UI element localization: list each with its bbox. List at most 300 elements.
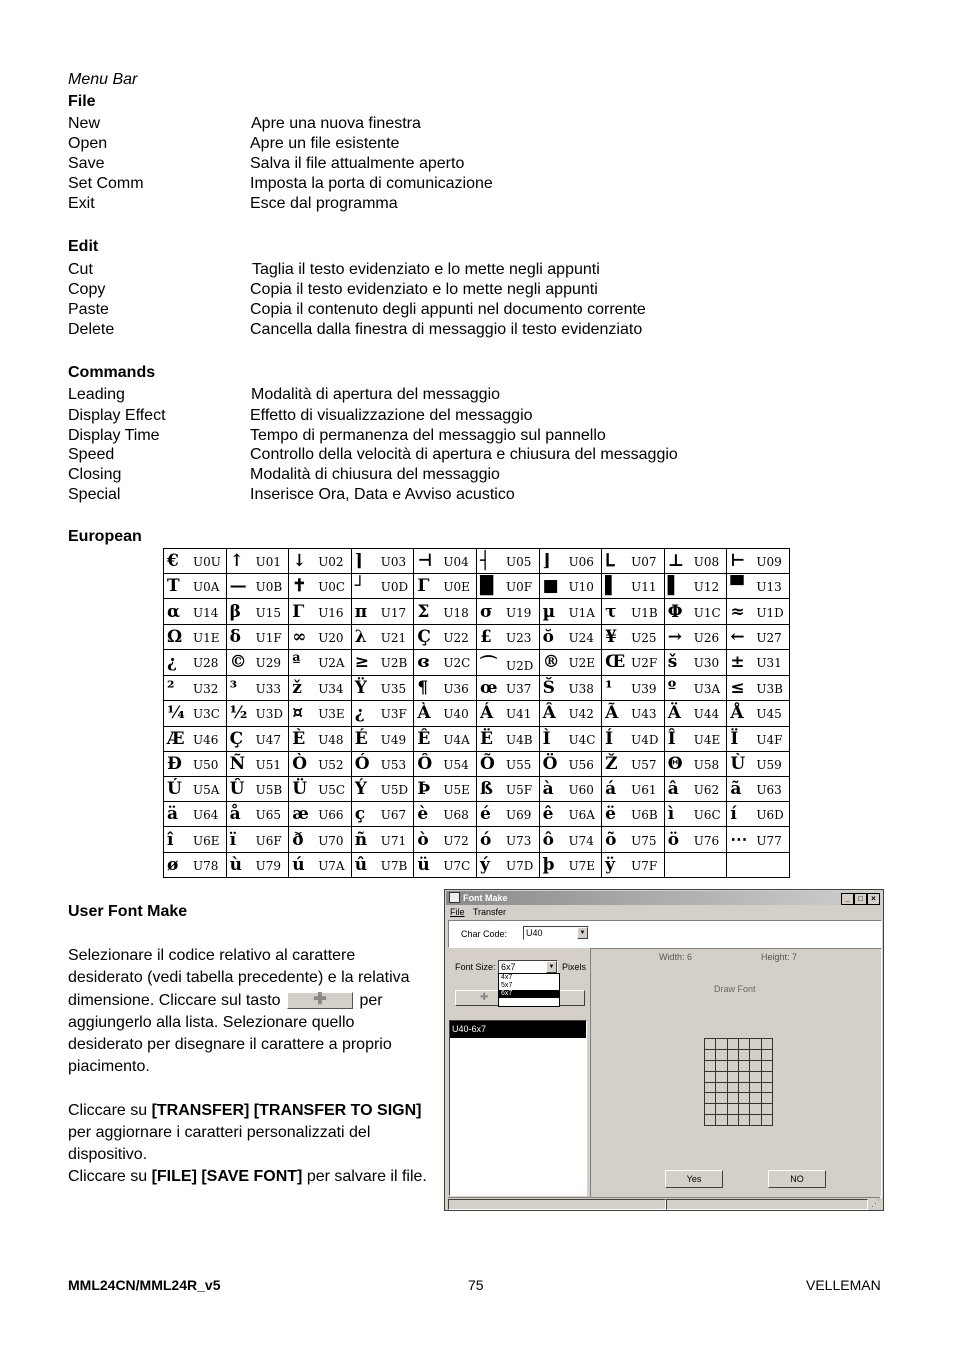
char-code: U55 xyxy=(505,757,532,772)
char-glyph: ² xyxy=(167,678,175,699)
char-glyph: ù xyxy=(229,854,242,875)
char-cell xyxy=(539,599,602,624)
char-cell xyxy=(476,802,539,827)
font-list[interactable] xyxy=(449,1020,587,1196)
char-code: U11 xyxy=(631,580,657,595)
file-heading: File xyxy=(68,93,96,110)
char-cell xyxy=(414,676,477,701)
char-glyph: Û xyxy=(229,779,245,800)
char-code: U7A xyxy=(318,858,345,873)
char-code: U07 xyxy=(631,555,657,570)
char-glyph: µ xyxy=(542,601,556,622)
grid-line xyxy=(704,1038,772,1039)
minimize-button[interactable]: _ xyxy=(841,893,854,905)
char-cell xyxy=(351,624,414,649)
char-cell xyxy=(539,751,602,776)
char-glyph: ɞ xyxy=(417,652,430,673)
grid-line xyxy=(704,1082,772,1083)
char-cell xyxy=(351,726,414,751)
char-cell xyxy=(727,624,790,649)
char-code: U65 xyxy=(255,808,281,823)
status-pane xyxy=(448,1199,666,1210)
char-cell xyxy=(289,726,352,751)
char-cell xyxy=(414,549,477,574)
char-cell xyxy=(727,549,790,574)
char-cell xyxy=(476,574,539,599)
char-cell xyxy=(351,549,414,574)
char-cell xyxy=(351,827,414,852)
char-glyph: ñ xyxy=(354,829,368,850)
file-desc: Apre una nuova finestra xyxy=(251,115,421,132)
char-glyph: © xyxy=(229,652,247,673)
char-code: U0E xyxy=(443,580,470,595)
char-cell xyxy=(664,624,727,649)
char-table-row xyxy=(164,574,790,599)
char-cell xyxy=(289,852,352,877)
chevron-down-icon[interactable]: ▼ xyxy=(546,961,557,973)
char-cell xyxy=(539,827,602,852)
char-code: U4E xyxy=(693,732,721,747)
char-code: U06 xyxy=(568,555,594,570)
char-code: U7F xyxy=(631,858,658,873)
char-cell xyxy=(727,827,790,852)
char-glyph: Â xyxy=(542,703,556,724)
char-cell xyxy=(351,802,414,827)
paragraph-line: desiderato per disegnare il carattere a proprio xyxy=(68,1036,392,1054)
char-glyph: δ xyxy=(229,626,241,647)
char-glyph: à xyxy=(542,779,554,800)
char-glyph: Š xyxy=(542,678,555,699)
char-code: U1F xyxy=(255,630,282,645)
char-cell xyxy=(351,852,414,877)
menu-file[interactable]: File xyxy=(450,907,465,917)
char-glyph: Í xyxy=(605,728,614,749)
char-cell xyxy=(539,701,602,726)
char-code: U6B xyxy=(631,808,658,823)
char-cell xyxy=(602,574,665,599)
no-button[interactable]: NO xyxy=(768,1170,826,1188)
commands-cmd: Closing xyxy=(68,466,122,483)
char-table-row xyxy=(164,599,790,624)
char-glyph: î xyxy=(167,829,174,850)
char-code: U0U xyxy=(193,555,221,570)
commands-cmd: Special xyxy=(68,486,121,503)
char-glyph: ± xyxy=(730,652,745,673)
char-code: U5E xyxy=(443,783,470,798)
char-cell xyxy=(164,726,227,751)
char-cell xyxy=(226,726,289,751)
char-code: U50 xyxy=(193,757,219,772)
char-code: U31 xyxy=(756,656,782,671)
paragraph-line: aggiungerlo alla lista. Selezionare quello xyxy=(68,1013,355,1031)
char-code: U2A xyxy=(318,656,345,671)
char-cell xyxy=(289,802,352,827)
char-cell xyxy=(414,701,477,726)
char-cell xyxy=(602,599,665,624)
char-glyph: À xyxy=(417,703,431,724)
maximize-button[interactable]: □ xyxy=(854,893,867,905)
char-glyph: ß xyxy=(479,779,493,800)
char-glyph: ® xyxy=(542,652,560,673)
char-glyph: ª xyxy=(292,652,301,673)
char-glyph: ⊥ xyxy=(667,551,685,572)
char-glyph: ã xyxy=(730,779,742,800)
char-code: U52 xyxy=(318,757,344,772)
char-cell xyxy=(289,701,352,726)
char-glyph: ∞ xyxy=(292,626,307,647)
char-glyph: ▌ xyxy=(605,576,619,597)
char-cell xyxy=(164,827,227,852)
char-cell xyxy=(289,776,352,801)
char-cell xyxy=(476,726,539,751)
char-glyph: Á xyxy=(479,703,494,724)
char-cell xyxy=(414,726,477,751)
char-code: U43 xyxy=(631,707,657,722)
pixels-label: Pixels xyxy=(562,962,587,972)
char-glyph: ▀ xyxy=(730,576,744,597)
char-cell xyxy=(289,676,352,701)
char-code: U24 xyxy=(568,630,594,645)
char-cell xyxy=(414,776,477,801)
char-code: U46 xyxy=(193,732,219,747)
char-code: U08 xyxy=(693,555,720,570)
commands-cmd: Speed xyxy=(68,446,115,463)
char-glyph: Ç xyxy=(417,626,431,647)
char-glyph: ü xyxy=(417,854,430,875)
char-table-row xyxy=(164,776,790,801)
char-code: U20 xyxy=(318,630,344,645)
char-code: U6C xyxy=(693,808,721,823)
transfer-paragraph xyxy=(68,1100,427,1188)
char-code: U3C xyxy=(193,707,220,722)
char-code: U1A xyxy=(568,605,595,620)
char-glyph: þ xyxy=(542,854,555,875)
char-code: U26 xyxy=(693,630,720,645)
char-cell xyxy=(164,624,227,649)
char-glyph: β xyxy=(229,601,241,622)
char-code: U34 xyxy=(318,682,344,697)
char-cell xyxy=(602,852,665,877)
char-cell xyxy=(164,701,227,726)
char-table-row xyxy=(164,549,790,574)
char-cell xyxy=(664,549,727,574)
char-table-row xyxy=(164,624,790,649)
char-code: U19 xyxy=(505,605,532,620)
char-glyph: ¹ xyxy=(605,678,613,699)
file-cmd: Save xyxy=(68,155,105,172)
grid-line xyxy=(704,1060,772,1061)
char-cell xyxy=(727,649,790,675)
char-glyph: ý xyxy=(479,854,490,875)
add-button-image xyxy=(287,992,353,1009)
char-code: U5D xyxy=(380,783,409,798)
character-table xyxy=(163,548,790,878)
commands-desc: Effetto di visualizzazione del messaggio xyxy=(250,407,533,424)
char-glyph: ç xyxy=(354,804,366,825)
dropdown-option[interactable]: 5x7 xyxy=(501,982,513,989)
char-cell xyxy=(414,827,477,852)
char-cell xyxy=(351,751,414,776)
char-glyph: T xyxy=(167,576,180,597)
edit-cmd: Delete xyxy=(68,321,115,338)
char-code: U28 xyxy=(193,656,219,671)
char-cell xyxy=(289,649,352,675)
char-code: U47 xyxy=(255,732,281,747)
char-cell xyxy=(289,599,352,624)
char-code: U66 xyxy=(318,808,344,823)
close-button[interactable]: × xyxy=(867,893,880,905)
char-code: U12 xyxy=(693,580,720,595)
char-table-row xyxy=(164,827,790,852)
save-font-command: [FILE] [SAVE FONT] xyxy=(151,1168,303,1185)
char-code: U69 xyxy=(505,808,532,823)
font-make-window xyxy=(444,889,884,1211)
char-glyph: û xyxy=(354,854,368,875)
char-code: U78 xyxy=(193,858,219,873)
char-glyph: ¿ xyxy=(167,652,177,673)
char-glyph: Ð xyxy=(167,753,182,774)
dropdown-option[interactable]: 4x7 xyxy=(501,974,513,981)
char-code: U04 xyxy=(443,555,469,570)
char-cell xyxy=(351,649,414,675)
char-code: U2C xyxy=(443,656,471,671)
char-glyph: Ÿ xyxy=(354,678,367,699)
file-desc: Apre un file esistente xyxy=(250,135,400,152)
char-code: U71 xyxy=(380,833,407,848)
char-cell xyxy=(476,751,539,776)
font-size-dropdown xyxy=(498,973,560,1007)
char-code: U4B xyxy=(505,732,533,747)
char-cell xyxy=(727,599,790,624)
char-glyph: λ xyxy=(354,626,367,647)
char-glyph: Õ xyxy=(479,753,495,774)
char-glyph: ≤ xyxy=(730,678,745,699)
char-glyph: æ xyxy=(292,804,309,825)
char-cell xyxy=(727,676,790,701)
yes-button[interactable]: Yes xyxy=(665,1170,723,1188)
char-code: U73 xyxy=(505,833,532,848)
char-cell xyxy=(602,649,665,675)
char-cell xyxy=(414,649,477,675)
paragraph-line: dispositivo. xyxy=(68,1146,148,1163)
edit-cmd: Cut xyxy=(68,261,93,278)
char-glyph: ← xyxy=(730,626,745,647)
char-glyph: ᒪ xyxy=(605,551,615,572)
char-cell xyxy=(226,624,289,649)
char-code: U13 xyxy=(756,580,782,595)
width-label: Width: 6 xyxy=(659,952,693,962)
file-desc: Esce dal programma xyxy=(250,195,398,212)
char-cell xyxy=(539,549,602,574)
plus-icon: ✚ xyxy=(480,992,489,1003)
char-code: U54 xyxy=(443,757,469,772)
char-glyph: τ xyxy=(605,601,617,622)
char-code: U0F xyxy=(505,580,533,595)
char-code: U63 xyxy=(756,783,782,798)
char-table-row xyxy=(164,726,790,751)
window-title: Font Make xyxy=(463,893,508,903)
draw-font-label: Draw Font xyxy=(714,984,756,994)
char-code: U18 xyxy=(443,605,469,620)
chevron-down-icon[interactable]: ▼ xyxy=(577,927,588,939)
char-code: U2B xyxy=(380,656,408,671)
char-cell xyxy=(476,549,539,574)
resize-grip-icon[interactable]: ⋰ xyxy=(871,1198,880,1208)
char-glyph: ┤ xyxy=(479,551,491,572)
char-cell xyxy=(414,599,477,624)
char-code: U74 xyxy=(568,833,594,848)
paragraph-text: dimensione. Cliccare sul tasto xyxy=(68,991,281,1009)
char-code: U05 xyxy=(505,555,532,570)
dropdown-option-selected[interactable]: 6x7 xyxy=(499,990,559,998)
char-cell xyxy=(164,574,227,599)
char-cell xyxy=(164,802,227,827)
char-glyph: Ù xyxy=(730,753,746,774)
footer-model: MML24CN/MML24R_v5 xyxy=(68,1277,221,1293)
char-code: U64 xyxy=(193,808,219,823)
char-cell xyxy=(476,624,539,649)
char-code: U59 xyxy=(756,757,782,772)
paragraph-text: per xyxy=(359,991,383,1009)
char-code: U6D xyxy=(756,808,784,823)
char-cell xyxy=(602,776,665,801)
status-pane xyxy=(666,1199,868,1210)
char-cell xyxy=(664,574,727,599)
char-cell xyxy=(289,574,352,599)
char-cell xyxy=(539,649,602,675)
char-glyph: σ xyxy=(479,601,493,622)
char-cell xyxy=(539,852,602,877)
char-glyph: Ó xyxy=(354,753,370,774)
char-code: U44 xyxy=(693,707,720,722)
char-glyph: █ xyxy=(479,576,494,597)
file-cmd: Exit xyxy=(68,195,95,212)
char-glyph: ■ xyxy=(542,576,559,597)
char-code: U53 xyxy=(380,757,407,772)
char-glyph: ŏ xyxy=(542,626,554,647)
char-cell xyxy=(351,574,414,599)
char-code: U5F xyxy=(505,783,533,798)
file-cmd: Set Comm xyxy=(68,175,144,192)
char-cell xyxy=(226,776,289,801)
char-cell xyxy=(602,676,665,701)
char-table-row xyxy=(164,802,790,827)
char-code: U70 xyxy=(318,833,344,848)
char-glyph: Þ xyxy=(417,779,431,800)
char-cell xyxy=(414,574,477,599)
char-cell xyxy=(226,549,289,574)
char-glyph: π xyxy=(354,601,368,622)
paragraph-line: per aggiornare i caratteri personalizzati del xyxy=(68,1124,371,1141)
char-code: U21 xyxy=(380,630,407,645)
font-size-select[interactable] xyxy=(498,960,558,974)
file-desc: Imposta la porta di comunicazione xyxy=(250,175,493,192)
char-code: U3A xyxy=(693,682,721,697)
list-item[interactable]: U40-6x7 xyxy=(450,1021,586,1038)
char-glyph: â xyxy=(667,779,679,800)
char-cell xyxy=(289,549,352,574)
char-code: U48 xyxy=(318,732,344,747)
char-code: U4A xyxy=(443,732,470,747)
char-glyph: — xyxy=(229,576,247,597)
char-glyph: Ê xyxy=(417,728,431,749)
char-code: U22 xyxy=(443,630,469,645)
char-glyph: Ω xyxy=(167,626,183,647)
commands-cmd: Display Effect xyxy=(68,407,166,424)
char-code: U17 xyxy=(380,605,407,620)
char-glyph: š xyxy=(667,652,678,673)
char-code: U3D xyxy=(255,707,283,722)
char-cell xyxy=(664,827,727,852)
plus-icon: ✚ xyxy=(313,990,327,1008)
char-code: U41 xyxy=(505,707,532,722)
char-glyph: ÿ xyxy=(605,854,616,875)
char-cell xyxy=(539,776,602,801)
commands-cmd: Leading xyxy=(68,386,125,403)
char-glyph: ⌋ xyxy=(542,551,551,572)
char-cell xyxy=(476,599,539,624)
char-code: U33 xyxy=(255,682,281,697)
char-glyph: Ï xyxy=(730,728,739,749)
file-cmd: New xyxy=(68,115,101,132)
char-cell xyxy=(602,624,665,649)
pixel-grid[interactable] xyxy=(704,1038,773,1126)
char-code: U3E xyxy=(318,707,345,722)
char-glyph: ê xyxy=(542,804,554,825)
char-glyph: œ xyxy=(479,678,498,699)
char-cell xyxy=(727,776,790,801)
menu-transfer[interactable]: Transfer xyxy=(472,907,507,917)
char-cell xyxy=(727,852,790,877)
char-code: U72 xyxy=(443,833,469,848)
char-code-select[interactable] xyxy=(523,926,589,940)
char-cell xyxy=(226,852,289,877)
char-cell xyxy=(727,574,790,599)
char-cell xyxy=(539,574,602,599)
char-glyph: α xyxy=(167,601,181,622)
paragraph-line xyxy=(68,1100,427,1122)
char-cell xyxy=(664,649,727,675)
char-code: U5B xyxy=(255,783,283,798)
char-glyph: ³ xyxy=(229,678,238,699)
char-code: U75 xyxy=(631,833,657,848)
char-code: U02 xyxy=(318,555,344,570)
char-code: U03 xyxy=(380,555,407,570)
char-code: U1D xyxy=(756,605,784,620)
char-code: U09 xyxy=(756,555,782,570)
char-glyph: ä xyxy=(167,804,179,825)
char-code: U30 xyxy=(693,656,720,671)
char-code-label: Char Code: xyxy=(461,929,508,939)
char-cell xyxy=(164,649,227,675)
commands-desc: Tempo di permanenza del messaggio sul pannello xyxy=(250,427,606,444)
char-code: U5A xyxy=(193,783,220,798)
char-cell xyxy=(414,852,477,877)
char-cell xyxy=(226,802,289,827)
char-cell xyxy=(351,599,414,624)
char-cell xyxy=(727,726,790,751)
char-code: U7D xyxy=(505,858,534,873)
char-code: U35 xyxy=(380,682,407,697)
char-code: U39 xyxy=(631,682,657,697)
grid-line xyxy=(704,1071,772,1072)
char-glyph: Ä xyxy=(667,703,681,724)
edit-desc: Copia il testo evidenziato e lo mette negli appunti xyxy=(250,281,598,298)
window-titlebar xyxy=(446,891,882,905)
commands-cmd: Display Time xyxy=(68,427,160,444)
char-glyph: Ž xyxy=(605,753,618,774)
char-glyph: ▌ xyxy=(667,576,681,597)
